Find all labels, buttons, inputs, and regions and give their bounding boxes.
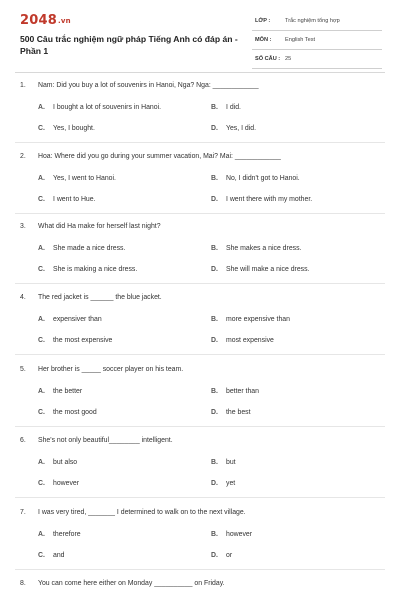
option-letter: C. [38, 125, 45, 132]
question-stem [20, 437, 380, 444]
answer-option[interactable] [211, 531, 252, 538]
option-text: but [226, 459, 236, 466]
option-letter: A. [38, 245, 45, 252]
answer-option[interactable] [211, 552, 232, 559]
option-text: or [226, 552, 233, 559]
option-text: She is making a nice dress. [53, 266, 138, 273]
option-letter: C. [38, 196, 45, 203]
option-letter: A. [38, 316, 45, 323]
question-divider [15, 213, 385, 214]
question-text: Nam: Did you buy a lot of souvenirs in Hanoi, Nga? Nga: ____________ [38, 82, 259, 89]
option-text: therefore [53, 531, 81, 538]
option-text: I did. [226, 104, 241, 111]
option-text: however [226, 531, 253, 538]
answer-option[interactable] [211, 409, 251, 416]
option-letter: C. [38, 409, 45, 416]
option-letter: A. [38, 175, 45, 182]
answer-option[interactable] [38, 388, 82, 395]
question-text: Her brother is _____ soccer player on his team. [38, 366, 184, 373]
answer-option[interactable] [38, 104, 161, 111]
question-stem [20, 82, 380, 89]
answer-option[interactable] [211, 480, 235, 487]
option-letter: A. [38, 459, 45, 466]
option-letter: C. [38, 552, 45, 559]
answer-option[interactable] [38, 337, 112, 344]
option-letter: B. [211, 175, 218, 182]
question-divider [15, 142, 385, 143]
option-text: She made a nice dress. [53, 245, 126, 252]
question-stem [20, 153, 380, 160]
option-text: but also [53, 459, 78, 466]
option-letter: B. [211, 459, 218, 466]
question-text: I was very tired, _______ I determined to walk on to the next village. [38, 509, 246, 516]
answer-option[interactable] [211, 104, 241, 111]
question-divider [15, 497, 385, 498]
answer-option[interactable] [211, 266, 310, 273]
answer-option[interactable] [38, 196, 96, 203]
option-text: Yes, I bought. [53, 125, 95, 132]
answer-option[interactable] [38, 531, 81, 538]
question-stem [20, 223, 380, 230]
answer-option[interactable] [211, 459, 236, 466]
meta-value: English Test [285, 37, 316, 43]
option-text: yet [226, 480, 236, 487]
answer-option[interactable] [38, 552, 65, 559]
option-text: the better [53, 388, 83, 395]
answer-option[interactable] [211, 175, 300, 182]
question-text: You can come here either on Monday __________ on Friday. [38, 580, 225, 587]
question-divider [15, 354, 385, 355]
question-number: 5. [20, 366, 26, 373]
option-letter: B. [211, 316, 218, 323]
question-stem [20, 294, 380, 301]
option-text: and [53, 552, 65, 559]
option-letter: D. [211, 552, 218, 559]
question-number: 6. [20, 437, 26, 444]
logo-suffix: .vn [57, 17, 71, 25]
question-text: She's not only beautiful________ intelligent. [38, 437, 173, 444]
option-letter: B. [211, 531, 218, 538]
option-letter: A. [38, 104, 45, 111]
answer-option[interactable] [38, 316, 102, 323]
question-divider [15, 426, 385, 427]
answer-option[interactable] [211, 316, 290, 323]
option-text: She will make a nice dress. [226, 266, 310, 273]
option-letter: C. [38, 266, 45, 273]
question-number: 8. [20, 580, 26, 587]
question-number: 3. [20, 223, 26, 230]
option-letter: C. [38, 480, 45, 487]
answer-option[interactable] [211, 125, 256, 132]
option-text: most expensive [226, 337, 274, 344]
option-letter: D. [211, 266, 218, 273]
option-letter: D. [211, 480, 218, 487]
answer-option[interactable] [211, 196, 312, 203]
answer-option[interactable] [38, 459, 77, 466]
option-text: I went there with my mother. [226, 196, 313, 203]
question-number: 1. [20, 82, 26, 89]
option-text: more expensive than [226, 316, 290, 323]
answer-option[interactable] [38, 245, 125, 252]
question-divider [15, 283, 385, 284]
option-text: expensiver than [53, 316, 102, 323]
answer-option[interactable] [211, 337, 274, 344]
option-text: No, I didn't got to Hanoi. [226, 175, 300, 182]
option-letter: A. [38, 531, 45, 538]
answer-option[interactable] [38, 409, 97, 416]
question-stem [20, 580, 380, 587]
option-letter: D. [211, 409, 218, 416]
meta-key: LỚP : [255, 18, 271, 24]
meta-value: 25 [285, 56, 292, 62]
logo-text: 2048 [20, 13, 57, 28]
answer-option[interactable] [38, 175, 116, 182]
option-text: Yes, I went to Hanoi. [53, 175, 116, 182]
answer-option[interactable] [38, 480, 79, 487]
option-text: the most good [53, 409, 97, 416]
option-text: She makes a nice dress. [226, 245, 302, 252]
option-letter: C. [38, 337, 45, 344]
option-letter: A. [38, 388, 45, 395]
option-letter: B. [211, 388, 218, 395]
question-number: 2. [20, 153, 26, 160]
question-stem [20, 509, 380, 516]
question-text: What did Ha make for herself last night? [38, 223, 161, 230]
answer-option[interactable] [211, 388, 259, 395]
option-text: I went to Hue. [53, 196, 96, 203]
option-text: the most expensive [53, 337, 113, 344]
question-stem [20, 366, 380, 373]
option-letter: B. [211, 245, 218, 252]
page-title: 500 Câu trắc nghiệm ngữ pháp Tiếng Anh có đáp án - Phần 1 [20, 34, 238, 56]
option-text: Yes, I did. [226, 125, 257, 132]
question-number: 4. [20, 294, 26, 301]
option-text: the best [226, 409, 251, 416]
question-divider [15, 569, 385, 570]
answer-option[interactable] [38, 266, 137, 273]
option-text: however [53, 480, 80, 487]
question-number: 7. [20, 509, 26, 516]
option-letter: D. [211, 125, 218, 132]
answer-option[interactable] [38, 125, 95, 132]
option-letter: D. [211, 337, 218, 344]
meta-key: MÔN : [255, 37, 272, 43]
option-letter: D. [211, 196, 218, 203]
option-text: I bought a lot of souvenirs in Hanoi. [53, 104, 162, 111]
answer-option[interactable] [211, 245, 301, 252]
question-text: The red jacket is ______ the blue jacket. [38, 294, 162, 301]
question-text: Hoa: Where did you go during your summer vacation, Mai? Mai: ____________ [38, 153, 281, 160]
option-letter: B. [211, 104, 218, 111]
meta-value: Trắc nghiệm tổng hợp [285, 18, 340, 24]
meta-key: SỐ CÂU : [255, 56, 281, 62]
option-text: better than [226, 388, 259, 395]
